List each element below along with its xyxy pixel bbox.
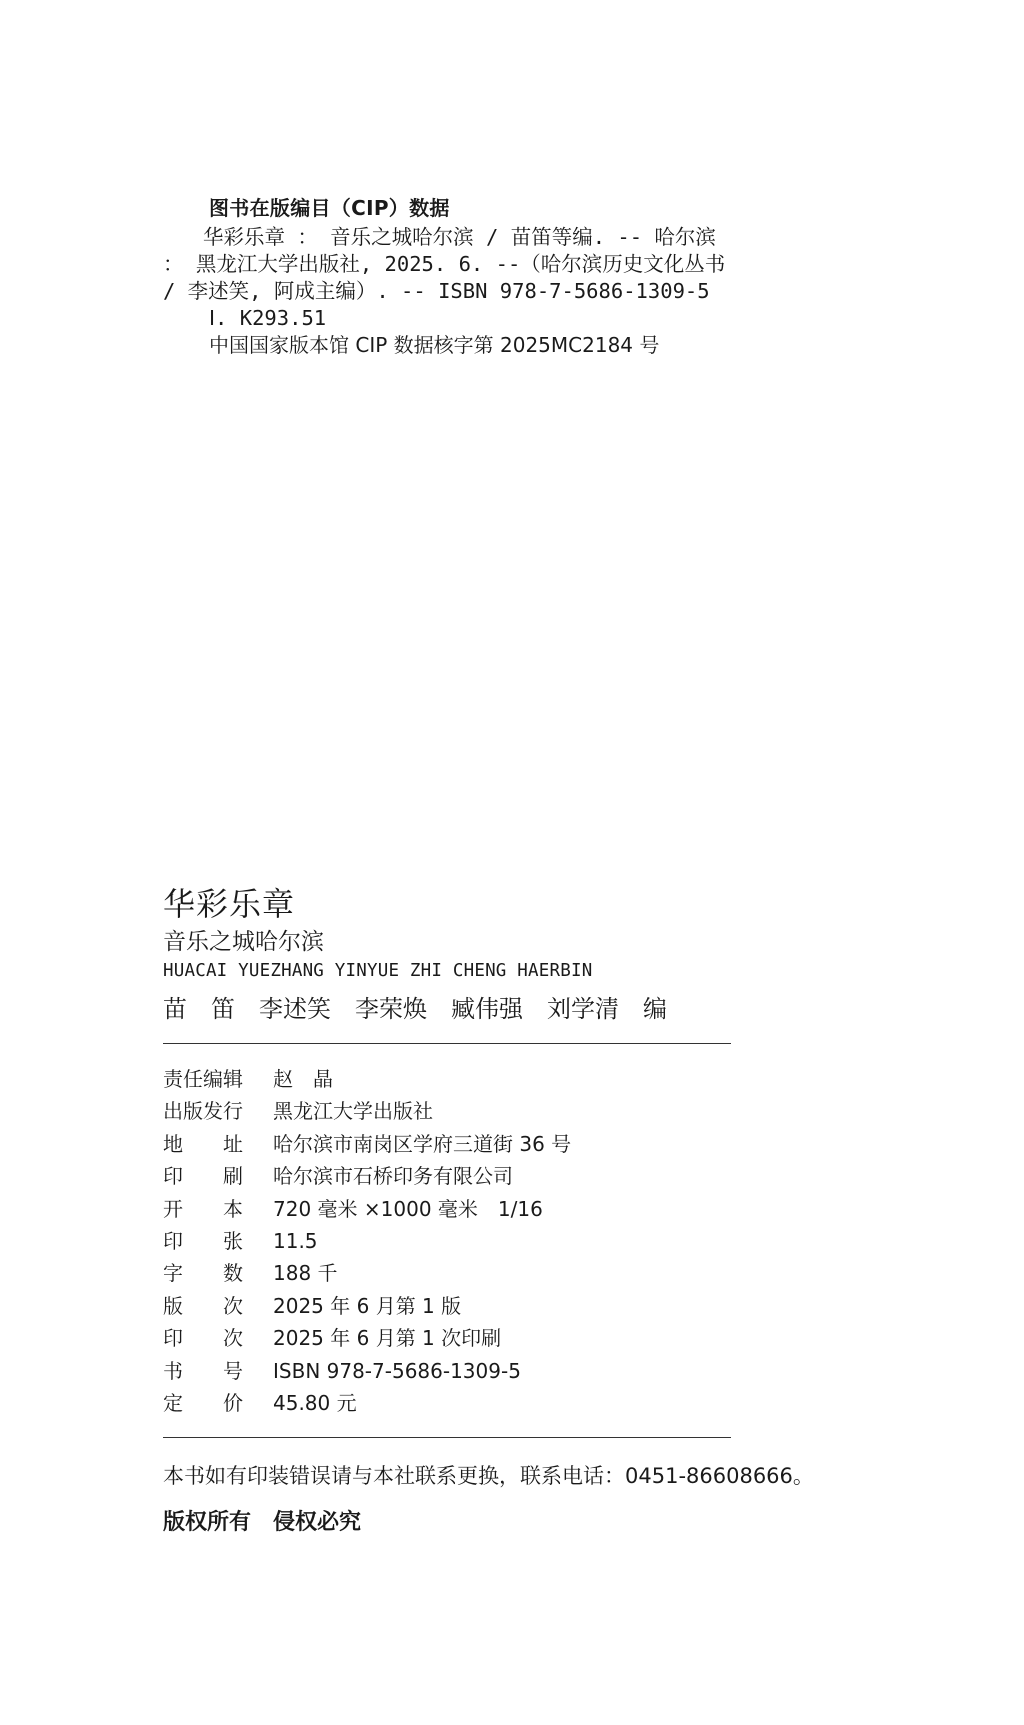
info-value: 720 毫米 ×1000 毫米 1/16 [273,1196,543,1221]
info-row-printing [163,1322,783,1354]
publication-info [163,1063,783,1419]
info-row-edition [163,1290,783,1322]
info-label: 印 次 [163,1326,243,1351]
info-value: 188 千 [273,1261,338,1286]
info-label: 责任编辑 [163,1067,243,1091]
info-label: 书 号 [163,1358,243,1383]
info-row-editor [163,1063,783,1095]
info-label: 定 价 [163,1391,243,1416]
info-row-isbn [163,1355,783,1387]
info-value: 哈尔滨市石桥印务有限公司 [273,1164,513,1189]
info-label: 印 张 [163,1229,243,1254]
book-authors: 苗 笛 李述笑 李荣焕 臧伟强 刘学清 编 [163,995,667,1023]
info-label: 地 址 [163,1131,243,1156]
info-value: ISBN 978-7-5686-1309-5 [273,1358,521,1383]
book-subtitle: 音乐之城哈尔滨 [163,929,324,955]
info-row-sheets [163,1225,783,1257]
info-label: 印 刷 [163,1164,243,1189]
info-row-address [163,1128,783,1160]
cip-record: 华彩乐章 ： 音乐之城哈尔滨 / 苗笛等编. -- 哈尔滨 ： 黑龙江大学出版社, 2025. 6. --（哈尔滨历史文化丛书 / 李述笑, 阿成主编）. -- ISBN 978-7-5686-1309-5 [163,225,738,303]
info-row-price [163,1387,783,1419]
info-label: 版 次 [163,1293,243,1318]
bottom-divider [163,1437,731,1438]
cip-title: 图书在版编目（CIP）数据 [209,196,450,220]
info-row-publisher [163,1095,783,1127]
copyright-statement: 版权所有 侵权必究 [163,1510,362,1535]
info-value: 11.5 [273,1229,318,1254]
info-row-word-count [163,1257,783,1289]
cip-data-block [163,194,743,359]
info-value: 赵 晶 [273,1067,333,1091]
info-value: 黑龙江大学出版社 [273,1099,433,1124]
info-value: 2025 年 6 月第 1 版 [273,1293,462,1318]
book-title: 华彩乐章 [163,885,296,923]
info-value: 哈尔滨市南岗区学府三道街 36 号 [273,1131,572,1156]
info-value: 45.80 元 [273,1391,357,1416]
misprint-notice: 本书如有印装错误请与本社联系更换，联系电话：0451-86608666。 [163,1464,814,1488]
info-label: 开 本 [163,1196,243,1221]
cip-approval-number: 中国国家版本馆 CIP 数据核字第 2025MC2184 号 [209,333,660,357]
top-divider [163,1043,731,1044]
info-value: 2025 年 6 月第 1 次印刷 [273,1326,502,1351]
book-pinyin-title: HUACAI YUEZHANG YINYUE ZHI CHENG HAERBIN [163,961,593,981]
cip-classification: Ⅰ. K293.51 [209,306,327,330]
book-title-block [163,884,863,1028]
info-label: 字 数 [163,1261,243,1286]
info-row-format [163,1193,783,1225]
info-row-printer [163,1160,783,1192]
info-label: 出版发行 [163,1099,243,1124]
